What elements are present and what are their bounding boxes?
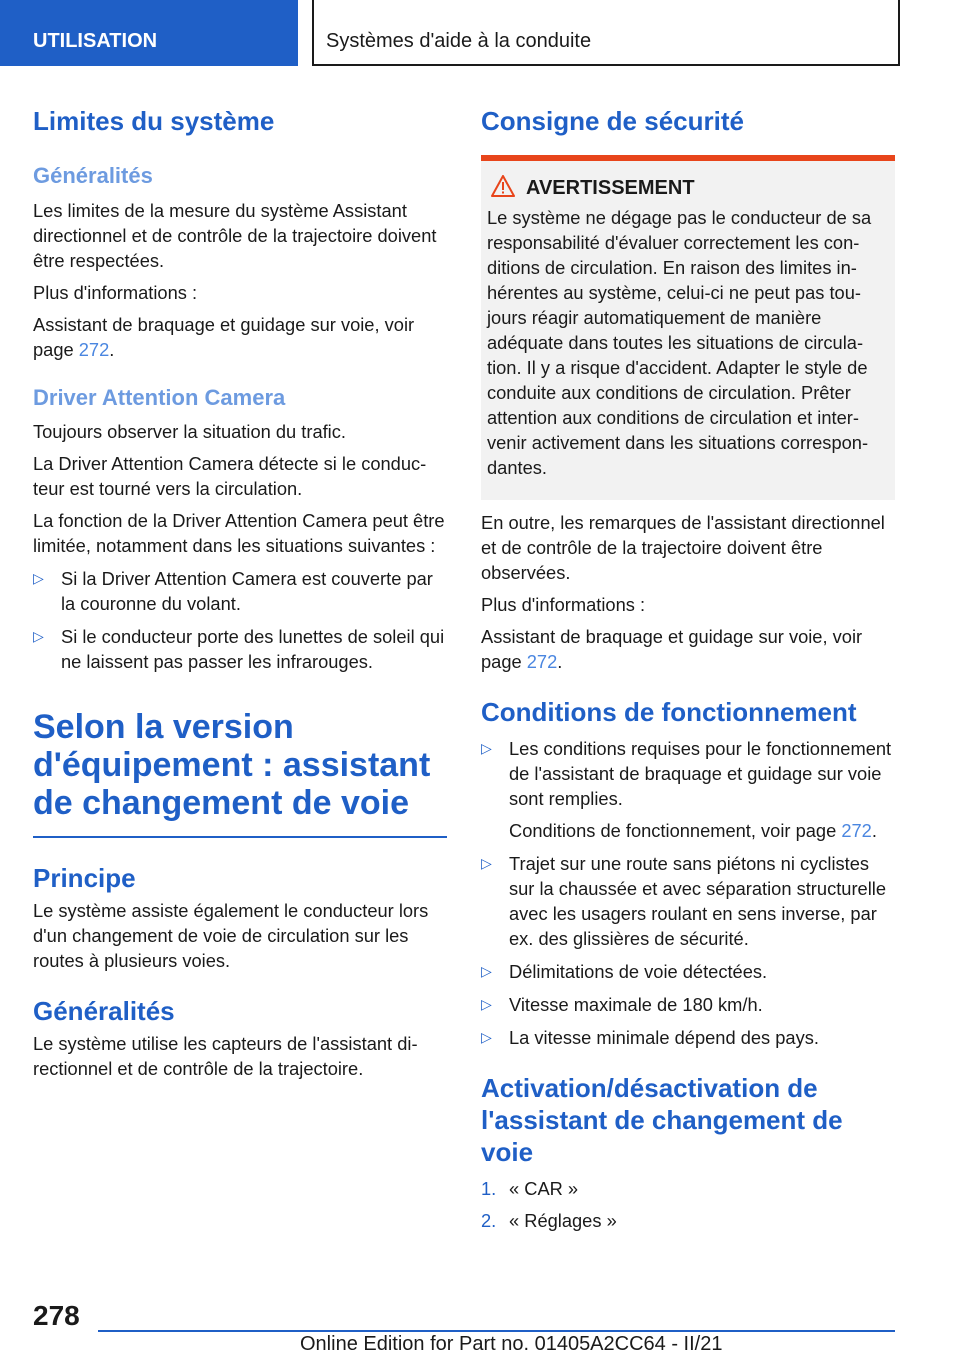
list-item — [33, 566, 447, 616]
heading-underline — [33, 836, 447, 838]
triangle-bullet-icon: ▷ — [481, 855, 492, 871]
numbered-step — [481, 1208, 895, 1233]
list-item-text: Délimitations de voie détectées. — [509, 961, 768, 982]
paragraph-plus-info-2: Plus d'informations : — [481, 594, 646, 615]
list-item-subtext: Conditions de fonctionnement, voir page 272. — [509, 820, 877, 841]
heading-limites: Limites du système — [33, 106, 275, 136]
list-item-text: La vitesse minimale dépend des pays. — [509, 1027, 819, 1048]
triangle-bullet-icon: ▷ — [481, 996, 492, 1012]
page-link[interactable]: 272 — [841, 820, 872, 841]
paragraph-assistant-ref: Assistant de braquage et guidage sur voie, voir page 272. — [33, 314, 415, 360]
heading-conditions: Conditions de fonctionnement — [481, 697, 857, 727]
heading-principe: Principe — [33, 863, 136, 893]
heading-activation: Activation/désactivation de l'assistant de changement de voie — [481, 1073, 843, 1167]
triangle-bullet-icon: ▷ — [33, 628, 44, 644]
list-item — [481, 851, 895, 951]
paragraph-assistant-ref-2: Assistant de braquage et guidage sur voie, voir page 272. — [481, 626, 863, 672]
triangle-bullet-icon: ▷ — [481, 963, 492, 979]
heading-generalites: Généralités — [33, 163, 153, 188]
warning-title — [526, 175, 885, 201]
step-text: « Réglages » — [509, 1210, 617, 1231]
warning-triangle-icon — [491, 175, 515, 197]
triangle-bullet-icon: ▷ — [481, 740, 492, 756]
paragraph-en-outre: En outre, les remarques de l'assistant directionnel et de contrôle de la trajectoire doivent être observées. — [481, 512, 885, 583]
header-section-label: UTILISATION — [33, 30, 158, 52]
paragraph-dac-1: Toujours observer la situation du trafic. — [33, 421, 346, 442]
heading-selon-version: Selon la version d'équipement : assistant de changement de voie — [33, 708, 431, 822]
step-number: 1. — [481, 1178, 497, 1199]
paragraph-generalites-2: Le système utilise les capteurs de l'assistant directionnel et de contrôle de la trajectoire. — [33, 1033, 418, 1079]
heading-generalites-2: Généralités — [33, 996, 175, 1026]
ref-text: Assistant de braquage et guidage sur voie, voir page — [481, 626, 863, 672]
heading-consigne: Consigne de sécurité — [481, 106, 744, 136]
list-item-text: Si le conducteur porte des lunettes de soleil qui ne laissent pas passer les infrarouges. — [61, 626, 445, 672]
list-item-text: Vitesse maximale de 180 km/h. — [509, 994, 763, 1015]
warning-title-text: AVERTISSEMENT — [526, 177, 695, 199]
list-item-text: Trajet sur une route sans piétons ni cyclistes sur la chaussée et avec séparation structurelle avec les usagers roulant en sens inverse, par ex. des glissières de sécurité. — [509, 853, 886, 949]
left-column — [33, 100, 447, 1081]
paragraph-dac-3: La fonction de la Driver Attention Camera peut être limitée, notamment dans les situations suivantes : — [33, 510, 445, 556]
footer-rule — [98, 1330, 895, 1332]
heading-driver-attention-camera: Driver Attention Camera — [33, 385, 286, 410]
warning-text: Le système ne dégage pas le conducteur de sa responsabilité d'évaluer correctement les conditions de circulation. En raison des limites inhérentes au système, celui-ci ne peut pas toujours réagir automatiquement de manière adéquate dans toutes les situations de circulation. Il y a risque d'accident. Adapter le style de conduite aux conditions de circulation. Prêter attention aux conditions de circulation et intervenir activement dans les situations correspondantes. — [487, 207, 872, 478]
paragraph-limites: Les limites de la mesure du système Assistant directionnel et de contrôle de la trajectoire doivent être respectées. — [33, 200, 437, 271]
paragraph-principe: Le système assiste également le conducteur lors d'un changement de voie de circulation sur les routes à plusieurs voies. — [33, 900, 429, 971]
page-link[interactable]: 272 — [526, 651, 558, 672]
page-link[interactable]: 272 — [78, 339, 110, 360]
ref-text: Conditions de fonctionnement, voir page — [509, 820, 842, 841]
header-chapter-tab — [312, 0, 900, 66]
step-number: 2. — [481, 1210, 497, 1231]
right-column — [481, 100, 895, 1233]
triangle-bullet-icon: ▷ — [481, 1029, 492, 1045]
list-item-text: Si la Driver Attention Camera est couverte par la couronne du volant. — [61, 568, 433, 614]
warning-box — [481, 155, 895, 500]
page-number: 278 — [33, 1300, 80, 1331]
list-item — [481, 736, 895, 843]
list-item — [481, 992, 895, 1017]
header-section-tab — [0, 0, 298, 66]
paragraph-plus-info: Plus d'informations : — [33, 282, 198, 303]
triangle-bullet-icon: ▷ — [33, 570, 44, 586]
numbered-step — [481, 1176, 895, 1201]
footer-edition: Online Edition for Part no. 01405A2CC64 - II/21 — [300, 1333, 723, 1355]
list-item — [481, 1025, 895, 1050]
list-item-text: Les conditions requises pour le fonctionnement de l'assistant de braquage et guidage sur voie sont remplies. — [509, 738, 892, 809]
step-text: « CAR » — [509, 1178, 579, 1199]
paragraph-dac-2: La Driver Attention Camera détecte si le conducteur est tourné vers la circulation. — [33, 453, 427, 499]
list-item — [33, 624, 447, 674]
header-chapter-label: Systèmes d'aide à la conduite — [326, 30, 592, 52]
list-item — [481, 959, 895, 984]
ref-text: Assistant de braquage et guidage sur voie, voir page — [33, 314, 415, 360]
